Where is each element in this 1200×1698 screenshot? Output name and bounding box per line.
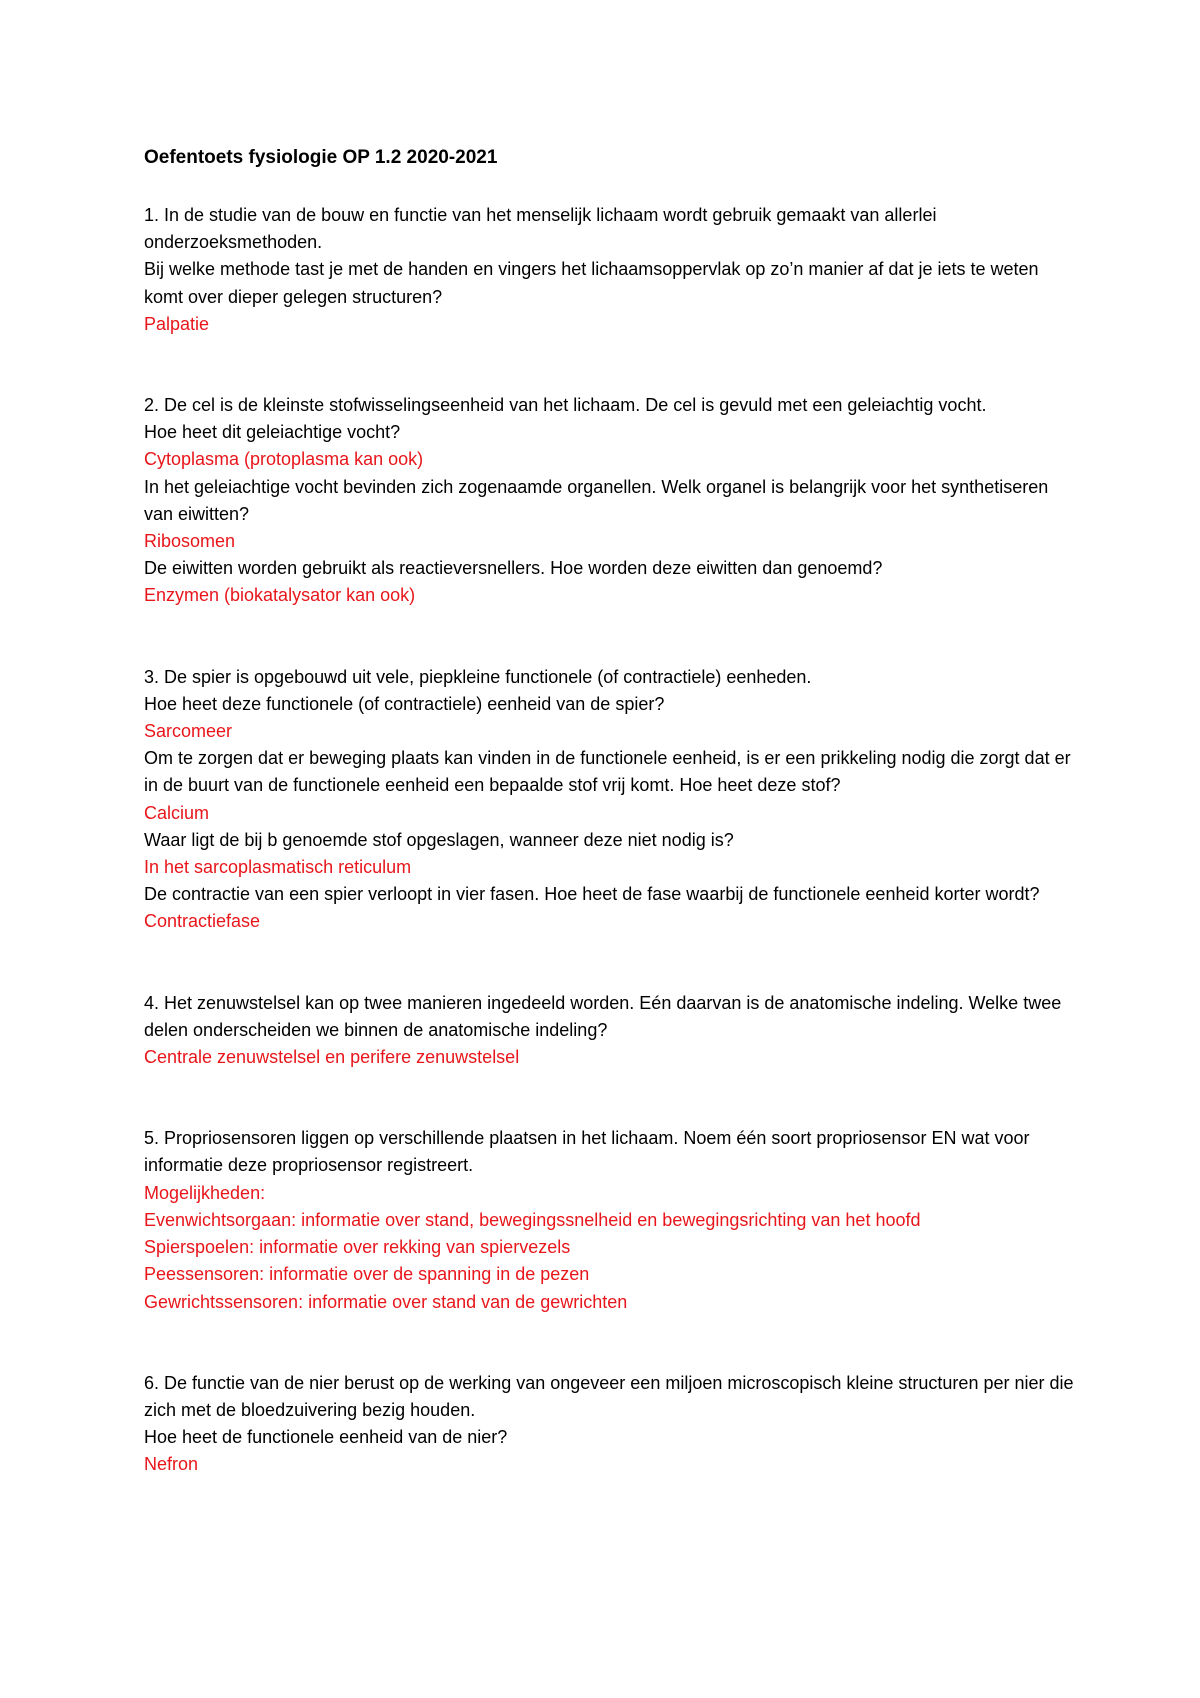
- question-5-answer-option-1: Evenwichtsorgaan: informatie over stand, bewegingssnelheid en bewegingsrichting van het hoofd: [144, 1209, 921, 1230]
- question-5-answer-option-3: Peessensoren: informatie over de spanning in de pezen: [144, 1264, 590, 1285]
- document-content: [144, 142, 1074, 1479]
- question-6-text: 6. De functie van de nier berust op de werking van ongeveer een miljoen microscopisch kleine structuren per nier die zich met de bloedzuivering bezig houden.: [144, 1372, 1074, 1420]
- question-2-subquestion-c: De eiwitten worden gebruikt als reactieversnellers. Hoe worden deze eiwitten dan genoemd?: [144, 558, 883, 579]
- question-3-subquestion-a: Hoe heet deze functionele (of contractiele) eenheid van de spier?: [144, 693, 665, 714]
- question-2-answer-c: Enzymen (biokatalysator kan ook): [144, 585, 416, 606]
- question-2-text: 2. De cel is de kleinste stofwisselingseenheid van het lichaam. De cel is gevuld met een geleiachtig vocht.: [144, 395, 987, 416]
- question-2-answer-a: Cytoplasma (protoplasma kan ook): [144, 449, 424, 470]
- question-4-text: 4. Het zenuwstelsel kan op twee manieren ingedeeld worden. Eén daarvan is de anatomische indeling. Welke twee delen onderscheiden we binnen de anatomische indeling?: [144, 992, 1062, 1040]
- question-5-text: 5. Propriosensoren liggen op verschillende plaatsen in het lichaam. Noem één soort propriosensor EN wat voor informatie deze propriosensor registreert.: [144, 1128, 1030, 1176]
- question-3-text: 3. De spier is opgebouwd uit vele, piepkleine functionele (of contractiele) eenheden.: [144, 666, 812, 687]
- question-3: [144, 664, 1074, 936]
- question-6-subquestion: Hoe heet de functionele eenheid van de nier?: [144, 1427, 508, 1448]
- question-2: [144, 392, 1074, 610]
- question-2-subquestion-a: Hoe heet dit geleiachtige vocht?: [144, 422, 401, 443]
- question-5-answer-heading: Mogelijkheden:: [144, 1182, 266, 1203]
- question-6-answer: Nefron: [144, 1454, 199, 1475]
- question-2-answer-b: Ribosomen: [144, 531, 236, 552]
- question-5-answer-option-4: Gewrichtssensoren: informatie over stand van de gewrichten: [144, 1291, 628, 1312]
- question-3-subquestion-d: De contractie van een spier verloopt in vier fasen. Hoe heet de fase waarbij de functionele eenheid korter wordt?: [144, 884, 1040, 905]
- question-1-subquestion: Bij welke methode tast je met de handen en vingers het lichaamsoppervlak op zo’n manier af dat je iets te weten komt over dieper gelegen structuren?: [144, 259, 1039, 307]
- question-1: [144, 202, 1074, 338]
- question-3-answer-c: In het sarcoplasmatisch reticulum: [144, 857, 412, 878]
- question-4-answer: Centrale zenuwstelsel en perifere zenuwstelsel: [144, 1047, 520, 1068]
- question-2-subquestion-b: In het geleiachtige vocht bevinden zich zogenaamde organellen. Welk organel is belangrijk voor het synthetiseren van eiwitten?: [144, 476, 1049, 524]
- question-3-answer-d: Contractiefase: [144, 911, 261, 932]
- question-3-answer-a: Sarcomeer: [144, 721, 233, 742]
- question-5-answer-option-2: Spierspoelen: informatie over rekking van spiervezels: [144, 1237, 571, 1258]
- question-3-subquestion-b: Om te zorgen dat er beweging plaats kan vinden in de functionele eenheid, is er een prikkeling nodig die zorgt dat er in de buurt van de functionele eenheid een bepaalde stof vrij komt. Hoe heet deze stof?: [144, 748, 1071, 796]
- question-1-text: 1. In de studie van de bouw en functie van het menselijk lichaam wordt gebruik gemaakt van allerlei onderzoeksmethoden.: [144, 205, 937, 253]
- document-title: Oefentoets fysiologie OP 1.2 2020-2021: [144, 147, 498, 168]
- question-4: [144, 990, 1074, 1072]
- question-5: [144, 1125, 1074, 1315]
- question-3-answer-b: Calcium: [144, 802, 210, 823]
- question-6: [144, 1370, 1074, 1479]
- question-1-answer: Palpatie: [144, 313, 210, 334]
- question-3-subquestion-c: Waar ligt de bij b genoemde stof opgeslagen, wanneer deze niet nodig is?: [144, 829, 734, 850]
